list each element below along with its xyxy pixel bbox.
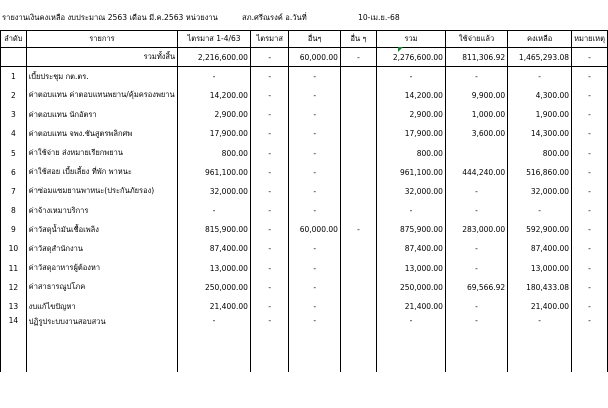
- cell-quarter[interactable]: -: [250, 316, 289, 372]
- cell-spent[interactable]: -: [445, 297, 507, 316]
- cell-remaining[interactable]: 87,400.00: [508, 239, 572, 258]
- summary-label[interactable]: รวมทั้งสิ้น: [26, 48, 177, 67]
- cell-note[interactable]: -: [572, 201, 608, 220]
- budget-table: [0, 30, 608, 372]
- cell-total[interactable]: 250,000.00: [377, 278, 446, 297]
- cell-note[interactable]: -: [572, 143, 608, 162]
- row-no[interactable]: 11: [1, 259, 27, 278]
- cell-note[interactable]: -: [572, 124, 608, 143]
- row-item[interactable]: ค่าวัสดุน้ำมันเชื้อเพลิง: [26, 220, 177, 239]
- summary-quarter[interactable]: -: [250, 48, 289, 67]
- summary-row: [1, 48, 608, 67]
- cell-quarter[interactable]: -: [250, 86, 289, 105]
- table-row: [1, 220, 608, 239]
- cell-total[interactable]: -: [377, 201, 446, 220]
- cell-q1-4[interactable]: 815,900.00: [178, 220, 251, 239]
- table-row: [1, 67, 608, 86]
- row-item[interactable]: ค่าใช้จ่าย ส่งหมายเรียกพยาน: [26, 143, 177, 162]
- cell-q1-4[interactable]: 13,000.00: [178, 259, 251, 278]
- header-cell-no[interactable]: ลำดับ: [1, 31, 27, 48]
- cell-other2[interactable]: [340, 105, 376, 124]
- report-title: รายงานเงินคงเหลือ งบประมาณ 2563 เดือน มี.ค.2563 หน่วยงาน: [2, 13, 218, 22]
- cell-q1-4[interactable]: 17,900.00: [178, 124, 251, 143]
- cell-note[interactable]: -: [572, 105, 608, 124]
- cell-quarter[interactable]: -: [250, 182, 289, 201]
- summary-spent[interactable]: 811,306.92: [445, 48, 507, 67]
- cell-q1-4[interactable]: 250,000.00: [178, 278, 251, 297]
- cell-note[interactable]: -: [572, 297, 608, 316]
- cell-remaining[interactable]: 592,900.00: [508, 220, 572, 239]
- cell-q1-4[interactable]: -: [178, 316, 251, 372]
- cell-q1-4[interactable]: 961,100.00: [178, 163, 251, 182]
- summary-remaining[interactable]: 1,465,293.08: [508, 48, 572, 67]
- cell-q1-4[interactable]: 800.00: [178, 143, 251, 162]
- header-cell-total[interactable]: รวม: [377, 31, 446, 48]
- table-row: [1, 259, 608, 278]
- row-no[interactable]: 12: [1, 278, 27, 297]
- row-no[interactable]: 3: [1, 105, 27, 124]
- row-item[interactable]: ค่าตอบแทน ค่าตอบแทนพยาน/คุ้มครองพยาน: [26, 86, 177, 105]
- cell-spent[interactable]: 3,600.00: [445, 124, 507, 143]
- cell-remaining[interactable]: 14,300.00: [508, 124, 572, 143]
- cell-note[interactable]: -: [572, 259, 608, 278]
- row-no[interactable]: 8: [1, 201, 27, 220]
- cell-total[interactable]: 13,000.00: [377, 259, 446, 278]
- cell-quarter[interactable]: -: [250, 67, 289, 86]
- cell-q1-4[interactable]: -: [178, 201, 251, 220]
- row-item[interactable]: เบี้ยประชุม กต.ตร.: [26, 67, 177, 86]
- cell-total[interactable]: 800.00: [377, 143, 446, 162]
- cell-note[interactable]: -: [572, 239, 608, 258]
- cell-other2[interactable]: [340, 239, 376, 258]
- table-row: [1, 201, 608, 220]
- summary-note[interactable]: -: [572, 48, 608, 67]
- header-cell-spent[interactable]: ใช้จ่ายแล้ว: [445, 31, 507, 48]
- cell-other1[interactable]: -: [289, 105, 340, 124]
- table-row: [1, 297, 608, 316]
- cell-other1[interactable]: -: [289, 67, 340, 86]
- row-no[interactable]: 4: [1, 124, 27, 143]
- cell-remaining[interactable]: -: [508, 67, 572, 86]
- header-cell-quarter[interactable]: ไตรมาส: [250, 31, 289, 48]
- cell-other1[interactable]: -: [289, 239, 340, 258]
- cell-note[interactable]: -: [572, 182, 608, 201]
- cell-note[interactable]: -: [572, 220, 608, 239]
- row-item[interactable]: ปฏิรูประบบงานสอบสวน: [26, 316, 177, 372]
- cell-remaining[interactable]: 1,900.00: [508, 105, 572, 124]
- report-date: 10-เม.ย.-68: [358, 13, 400, 22]
- cell-spent[interactable]: 69,566.92: [445, 278, 507, 297]
- cell-spent[interactable]: -: [445, 67, 507, 86]
- summary-q1-4[interactable]: 2,216,600.00: [178, 48, 251, 67]
- cell-spent[interactable]: -: [445, 201, 507, 220]
- cell-q1-4[interactable]: 21,400.00: [178, 297, 251, 316]
- cell-note[interactable]: -: [572, 316, 608, 372]
- cell-other1[interactable]: -: [289, 316, 340, 372]
- report-office: สภ.ศรีณรงค์ อ.วันที่: [242, 13, 307, 22]
- cell-total[interactable]: 14,200.00: [377, 86, 446, 105]
- cell-remaining[interactable]: 13,000.00: [508, 259, 572, 278]
- cell-other2[interactable]: [340, 67, 376, 86]
- summary-other1[interactable]: 60,000.00: [289, 48, 340, 67]
- cell-total[interactable]: 87,400.00: [377, 239, 446, 258]
- cell-total[interactable]: 875,900.00: [377, 220, 446, 239]
- cell-quarter[interactable]: -: [250, 143, 289, 162]
- table-row: [1, 105, 608, 124]
- cell-spent[interactable]: -: [445, 182, 507, 201]
- cell-other2[interactable]: [340, 297, 376, 316]
- row-no[interactable]: 5: [1, 143, 27, 162]
- table-row: [1, 124, 608, 143]
- row-item[interactable]: ค่าสาธารณูปโภค: [26, 278, 177, 297]
- row-no[interactable]: 10: [1, 239, 27, 258]
- cell-q1-4[interactable]: 32,000.00: [178, 182, 251, 201]
- cell-remaining[interactable]: 21,400.00: [508, 297, 572, 316]
- cell-q1-4[interactable]: -: [178, 67, 251, 86]
- cell-other1[interactable]: 60,000.00: [289, 220, 340, 239]
- cell-total[interactable]: 21,400.00: [377, 297, 446, 316]
- row-item[interactable]: งบแก้ไขปัญหา: [26, 297, 177, 316]
- cell-note[interactable]: -: [572, 163, 608, 182]
- cell-other1[interactable]: -: [289, 143, 340, 162]
- cell-quarter[interactable]: -: [250, 105, 289, 124]
- cell-note[interactable]: -: [572, 67, 608, 86]
- cell-q1-4[interactable]: 2,900.00: [178, 105, 251, 124]
- table-row: [1, 239, 608, 258]
- cell-note[interactable]: -: [572, 278, 608, 297]
- table-row: [1, 143, 608, 162]
- cell-remaining[interactable]: 800.00: [508, 143, 572, 162]
- cell-other2[interactable]: [340, 201, 376, 220]
- cell-spent[interactable]: 1,000.00: [445, 105, 507, 124]
- cell-spent[interactable]: 444,240.00: [445, 163, 507, 182]
- summary-no-cell[interactable]: [1, 48, 27, 67]
- cell-remaining[interactable]: 4,300.00: [508, 86, 572, 105]
- cell-quarter[interactable]: -: [250, 239, 289, 258]
- cell-other1[interactable]: -: [289, 182, 340, 201]
- cell-total[interactable]: 17,900.00: [377, 124, 446, 143]
- cell-other2[interactable]: -: [340, 220, 376, 239]
- table-row: [1, 316, 608, 372]
- cell-remaining[interactable]: 180,433.08: [508, 278, 572, 297]
- header-cell-other1[interactable]: อื่นๆ: [289, 31, 340, 48]
- report-title-bar: [0, 0, 608, 30]
- row-no[interactable]: 13: [1, 297, 27, 316]
- cell-total[interactable]: 32,000.00: [377, 182, 446, 201]
- cell-other1[interactable]: -: [289, 278, 340, 297]
- cell-other1[interactable]: -: [289, 86, 340, 105]
- row-no[interactable]: 1: [1, 67, 27, 86]
- cell-other2[interactable]: [340, 86, 376, 105]
- row-item[interactable]: ค่าใช้สอย เบี้ยเลี้ยง ที่พัก พาหนะ: [26, 163, 177, 182]
- row-no[interactable]: 9: [1, 220, 27, 239]
- row-no[interactable]: 7: [1, 182, 27, 201]
- table-row: [1, 278, 608, 297]
- cell-spent[interactable]: 283,000.00: [445, 220, 507, 239]
- cell-other1[interactable]: -: [289, 124, 340, 143]
- cell-total[interactable]: -: [377, 316, 446, 372]
- row-item[interactable]: ค่าตอบแทน นักอัตรา: [26, 105, 177, 124]
- row-no[interactable]: 2: [1, 86, 27, 105]
- cell-quarter[interactable]: -: [250, 278, 289, 297]
- header-cell-other2[interactable]: อื่น ๆ: [340, 31, 376, 48]
- cell-other1[interactable]: -: [289, 259, 340, 278]
- header-row: [1, 31, 608, 48]
- cell-spent[interactable]: -: [445, 259, 507, 278]
- cell-other2[interactable]: [340, 124, 376, 143]
- cell-other2[interactable]: [340, 163, 376, 182]
- cell-quarter[interactable]: -: [250, 124, 289, 143]
- row-item[interactable]: ค่าตอบแทน จพง.ชันสูตรพลิกศพ: [26, 124, 177, 143]
- table-row: [1, 182, 608, 201]
- cell-q1-4[interactable]: 14,200.00: [178, 86, 251, 105]
- cell-remaining[interactable]: -: [508, 316, 572, 372]
- cell-total[interactable]: -: [377, 67, 446, 86]
- cell-quarter[interactable]: -: [250, 259, 289, 278]
- cell-quarter[interactable]: -: [250, 201, 289, 220]
- cell-spent[interactable]: -: [445, 239, 507, 258]
- cell-quarter[interactable]: -: [250, 220, 289, 239]
- cell-other1[interactable]: -: [289, 201, 340, 220]
- table-row: [1, 163, 608, 182]
- header-cell-item[interactable]: รายการ: [26, 31, 177, 48]
- cell-other1[interactable]: -: [289, 297, 340, 316]
- cell-total[interactable]: 2,900.00: [377, 105, 446, 124]
- cell-spent[interactable]: -: [445, 316, 507, 372]
- cell-quarter[interactable]: -: [250, 163, 289, 182]
- cell-remaining[interactable]: -: [508, 201, 572, 220]
- row-item[interactable]: ค่าจ้างเหมาบริการ: [26, 201, 177, 220]
- summary-other2[interactable]: -: [340, 48, 376, 67]
- header-cell-note[interactable]: หมายเหตุ: [572, 31, 608, 48]
- cell-other2[interactable]: [340, 259, 376, 278]
- row-no[interactable]: 14: [1, 316, 27, 372]
- cell-note[interactable]: -: [572, 86, 608, 105]
- cell-other1[interactable]: -: [289, 163, 340, 182]
- cell-quarter[interactable]: -: [250, 297, 289, 316]
- summary-total[interactable]: 2,276,600.00: [377, 48, 446, 67]
- cell-other2[interactable]: [340, 182, 376, 201]
- cell-q1-4[interactable]: 87,400.00: [178, 239, 251, 258]
- header-cell-remaining[interactable]: คงเหลือ: [508, 31, 572, 48]
- cell-total[interactable]: 961,100.00: [377, 163, 446, 182]
- cell-other2[interactable]: [340, 143, 376, 162]
- cell-remaining[interactable]: 32,000.00: [508, 182, 572, 201]
- row-item[interactable]: ค่าซ่อมแซมยานพาหนะ(ประกันภัยรอง): [26, 182, 177, 201]
- row-item[interactable]: ค่าวัสดุสำนักงาน: [26, 239, 177, 258]
- cell-remaining[interactable]: 516,860.00: [508, 163, 572, 182]
- cell-spent[interactable]: 9,900.00: [445, 86, 507, 105]
- row-no[interactable]: 6: [1, 163, 27, 182]
- row-item[interactable]: ค่าวัสดุอาหารผู้ต้องหา: [26, 259, 177, 278]
- table-row: [1, 86, 608, 105]
- cell-other2[interactable]: [340, 316, 376, 372]
- formula-indicator-icon: [398, 47, 403, 52]
- cell-spent[interactable]: [445, 143, 507, 162]
- header-cell-q1-4[interactable]: ไตรมาส 1-4/63: [178, 31, 251, 48]
- cell-other2[interactable]: [340, 278, 376, 297]
